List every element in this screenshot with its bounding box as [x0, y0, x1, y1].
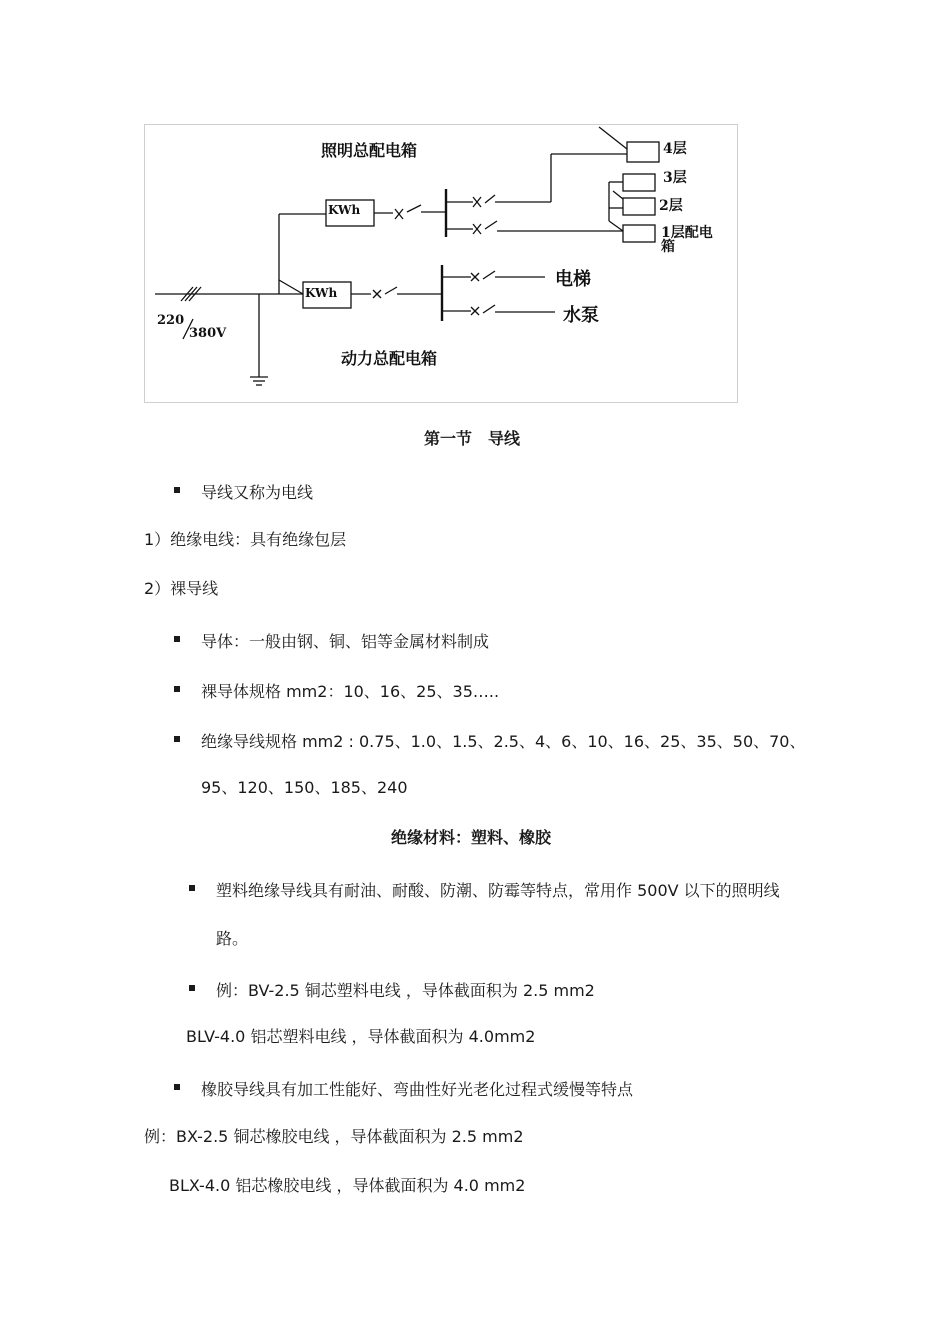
example-blx: BLX-4.0 铝芯橡胶电线 ，导体截面积为 4.0 mm2	[169, 1176, 526, 1195]
bullet-marker	[174, 736, 180, 742]
bullet-item-bv-example: 例：BV-2.5 铜芯塑料电线 ，导体截面积为 2.5 mm2	[216, 981, 595, 1000]
bullet-item-insulated-spec: 绝缘导线规格 mm2 : 0.75、1.0、1.5、2.5、4、6、10、16、25、35、50、70、	[201, 732, 806, 751]
bullet-item-conductor: 导体：一般由钢、铜、铝等金属材料制成	[201, 632, 490, 651]
floor-1-label: 1层配电	[661, 225, 713, 241]
voltage-label-b: 380V	[189, 326, 227, 341]
bullet-marker	[174, 1084, 180, 1090]
load-pump-label: 水泵	[563, 305, 599, 326]
floor-3-label: 3层	[663, 170, 687, 186]
bullet-item-rubber-wire: 橡胶导线具有加工性能好、弯曲性好光老化过程式缓慢等特点	[201, 1080, 634, 1099]
floor-4-label: 4层	[663, 141, 687, 157]
bullet-item-bare-spec: 裸导体规格 mm2：10、16、25、35…..	[201, 682, 500, 701]
example-blv: BLV-4.0 铝芯塑料电线 ，导体截面积为 4.0mm2	[186, 1027, 536, 1046]
power-box-title: 动力总配电箱	[341, 349, 438, 368]
bullet-marker	[174, 686, 180, 692]
list-item-insulated-wire: 1）绝缘电线：具有绝缘包层	[144, 530, 347, 549]
section-title: 第一节 导线	[424, 429, 521, 448]
bullet-marker	[174, 636, 180, 642]
bullet-item-wire-definition: 导线又称为电线	[201, 483, 314, 502]
wiring-diagram	[144, 124, 738, 403]
wiring-diagram-lines	[145, 125, 739, 404]
bullet-item-plastic-wire-cont: 路。	[216, 929, 249, 948]
kwh-meter-top: KWh	[328, 203, 361, 217]
floor-2-label: 2层	[659, 198, 683, 214]
subheading-insulation-material: 绝缘材料：塑料、橡胶	[391, 828, 552, 847]
load-elevator-label: 电梯	[555, 269, 591, 290]
bullet-marker	[189, 885, 195, 891]
list-item-bare-wire: 2）裸导线	[144, 579, 219, 598]
bullet-marker	[174, 487, 180, 493]
kwh-meter-bottom: KWh	[305, 286, 338, 300]
voltage-label-a: 220	[157, 313, 185, 328]
example-bx: 例：BX-2.5 铜芯橡胶电线 ，导体截面积为 2.5 mm2	[144, 1127, 524, 1146]
bullet-marker	[189, 985, 195, 991]
bullet-item-plastic-wire: 塑料绝缘导线具有耐油、耐酸、防潮、防霉等特点，常用作 500V 以下的照明线	[216, 881, 780, 900]
floor-1-label-cont: 箱	[661, 239, 675, 255]
lighting-box-title: 照明总配电箱	[321, 141, 418, 160]
bullet-item-insulated-spec-cont: 95、120、150、185、240	[201, 778, 408, 797]
